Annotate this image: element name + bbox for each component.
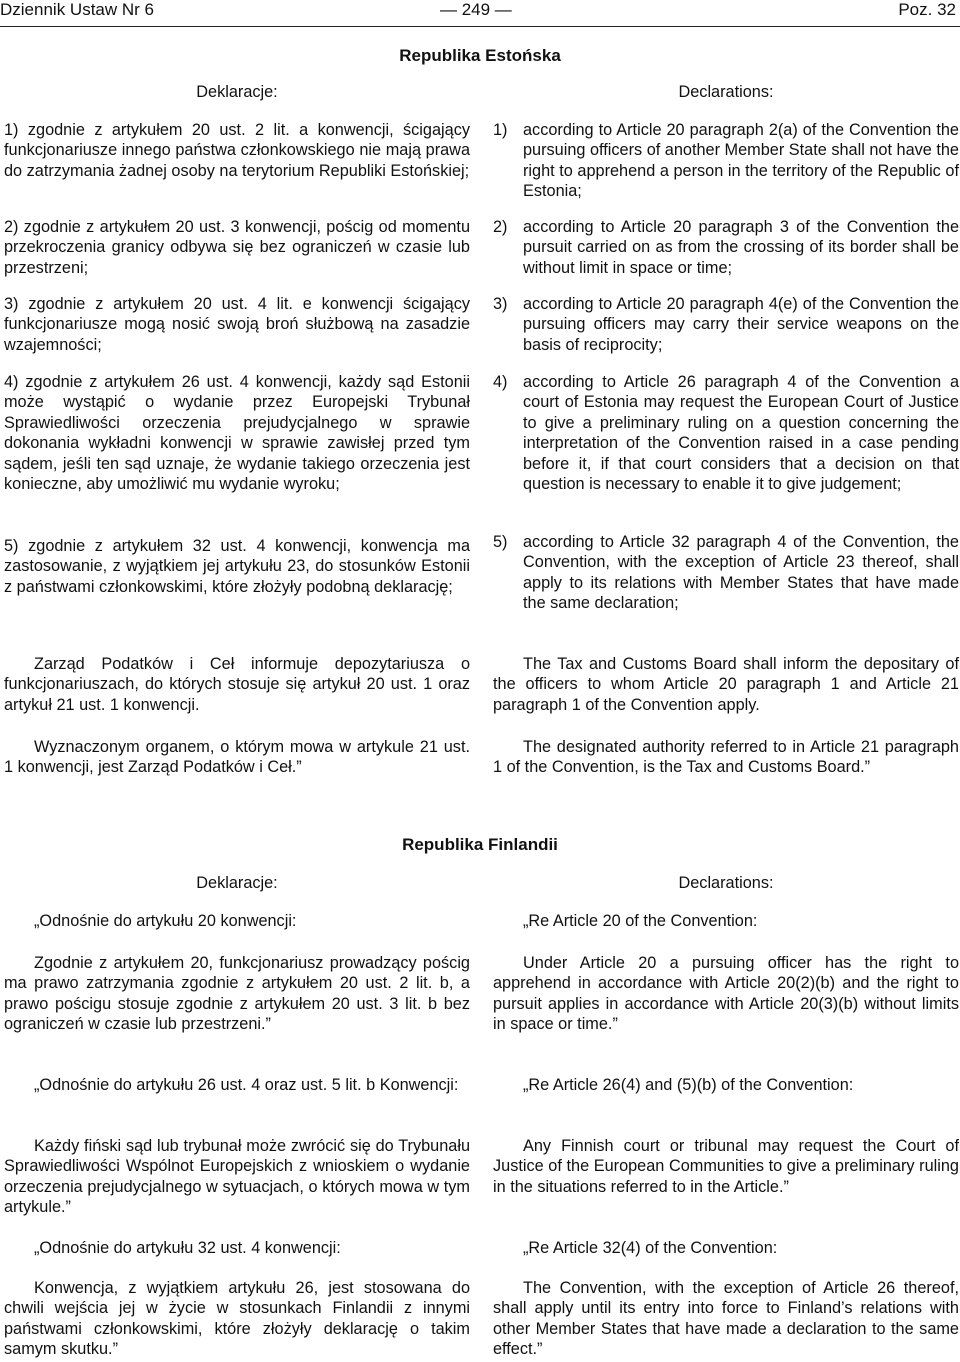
journal-name: Dziennik Ustaw Nr 6 [0,0,154,19]
position-number: Poz. 32 [898,0,956,19]
pl-item-2: 2) zgodnie z artykułem 20 ust. 3 konwencji, pościg od momentu przekroczenia granicy odbywa się bez ograniczeń w czasie lub przestrzeni; [4,218,470,277]
en-item-number: 3) [493,295,508,313]
page-header [0,0,960,24]
pl-para-authority: Wyznaczonym organem, o którym mowa w artykule 21 ust. 1 konwencji, jest Zarząd Podatków i Ceł.” [4,738,470,777]
pl-para-depositary: Zarząd Podatków i Ceł informuje depozytariusza o funkcjonariuszach, do których stosuje się artykuł 20 ust. 1 oraz artykuł 21 ust. 1 konwencji. [4,655,470,714]
en-item-number: 1) [493,121,508,139]
en-item-4 [493,372,959,494]
en-fi-ref-26: „Re Article 26(4) and (5)(b) of the Convention: [523,1076,854,1094]
heading-pl-finland: Deklaracje: [196,874,278,892]
pl-fi-text-20: Zgodnie z artykułem 20, funkcjonariusz prowadzący pościg ma prawo zatrzymania zgodnie z artykułem 20 ust. 2 lit. b, a prawo pościgu stosuje zgodnie z artykułem 20 ust. 3 lit. b bez ograniczeń w czasie lub przestrzeni.” [4,954,470,1034]
en-fi-text-26: Any Finnish court or tribunal may request the Court of Justice of the European Communities to give a preliminary ruling in the situations referred to in the Article.” [493,1137,959,1196]
section-title-estonia: Republika Estońska [399,46,561,65]
pl-item-5: 5) zgodnie z artykułem 32 ust. 4 konwencji, konwencja ma zastosowanie, z wyjątkiem jej artykułu 23, do stosunków Estonii z państwami członkowskimi, które złożyły podobną deklarację; [4,537,470,596]
en-item-text: according to Article 20 paragraph 4(e) of the Convention the pursuing officers may carry their service weapons on the basis of reciprocity; [523,295,959,354]
page-number: — 249 — [440,0,512,19]
section-title-finland: Republika Finlandii [402,835,558,854]
en-item-number: 2) [493,218,508,236]
pl-fi-ref-20: „Odnośnie do artykułu 20 konwencji: [34,912,297,930]
pl-item-1: 1) zgodnie z artykułem 20 ust. 2 lit. a konwencji, ścigający funkcjonariusze innego państwa członkowskiego nie mają prawa do zatrzymania żadnej osoby na terytorium Republiki Estońskiej; [4,121,470,180]
en-item-text: according to Article 20 paragraph 3 of the Convention the pursuit carried on as from the crossing of its border shall be without limit in space or time; [523,218,959,277]
en-item-text: according to Article 26 paragraph 4 of the Convention a court of Estonia may request the European Court of Justice to give a preliminary ruling on a question concerning the interpretation of the Convention raised in a case pending before it, if that court considers that a decision on that question is necessary to enable it to give judgement; [523,373,959,494]
heading-pl-estonia: Deklaracje: [196,83,278,101]
pl-item-4: 4) zgodnie z artykułem 26 ust. 4 konwencji, każdy sąd Estonii może wystąpić o wydanie przez Europejski Trybunał Sprawiedliwości orzeczenia prejudycjalnego w sprawie dokonania wykładni konwencji w sprawie zawisłej przed tym sądem, jeśli ten sąd uznaje, że wydanie takiego orzeczenia jest konieczne, aby umożliwić mu wydanie wyroku; [4,373,470,494]
en-para-authority: The designated authority referred to in Article 21 paragraph 1 of the Convention, is the Tax and Customs Board.” [493,738,959,777]
pl-fi-text-32: Konwencja, z wyjątkiem artykułu 26, jest stosowana do chwili wejścia jej w życie w stosunkach Finlandii z innymi państwami członkowskimi, które złożyły deklarację o takim samym skutku.” [4,1279,470,1359]
en-fi-text-20: Under Article 20 a pursuing officer has the right to apprehend in accordance with Article 20(2)(b) and the right to pursuit applies in accordance with Article 20(3)(b) without limits in space or time.” [493,954,959,1034]
en-item-number: 5) [493,533,508,551]
en-fi-ref-32: „Re Article 32(4) of the Convention: [523,1239,778,1257]
en-item-3 [493,294,959,355]
en-item-1 [493,120,959,202]
en-para-depositary: The Tax and Customs Board shall inform the depositary of the officers to whom Article 20 paragraph 1 and Article 21 paragraph 1 of the Convention apply. [493,655,959,714]
en-item-text: according to Article 20 paragraph 2(a) of the Convention the pursuing officers of another Member State shall not have the right to apprehend a person in the territory of the Republic of Estonia; [523,121,959,201]
pl-fi-ref-26: „Odnośnie do artykułu 26 ust. 4 oraz ust. 5 lit. b Konwencji: [34,1076,459,1094]
heading-en-finland: Declarations: [678,874,774,892]
en-item-5 [493,532,959,614]
pl-fi-text-26: Każdy fiński sąd lub trybunał może zwrócić się do Trybunału Sprawiedliwości Wspólnot Europejskich z wnioskiem o wydanie orzeczenia prejudycjalnego w sytuacjach, o których mowa w tym artykule.” [4,1137,470,1217]
header-rule [0,26,960,27]
heading-en-estonia: Declarations: [678,83,774,101]
pl-item-3: 3) zgodnie z artykułem 20 ust. 4 lit. e konwencji ścigający funkcjonariusze mogą nosić swoją broń służbową na zasadzie wzajemności; [4,295,470,354]
en-item-number: 4) [493,373,508,391]
en-fi-text-32: The Convention, with the exception of Article 26 thereof, shall apply until its entry into force to Finland’s relations with other Member States that have made a declaration to the same effect.” [493,1279,959,1359]
en-fi-ref-20: „Re Article 20 of the Convention: [523,912,758,930]
pl-fi-ref-32: „Odnośnie do artykułu 32 ust. 4 konwencji: [34,1239,341,1257]
en-item-text: according to Article 32 paragraph 4 of the Convention, the Convention, with the exception of Article 23 thereof, shall apply to its relations with Member States that have made the same declaration; [523,533,959,613]
en-item-2 [493,217,959,278]
